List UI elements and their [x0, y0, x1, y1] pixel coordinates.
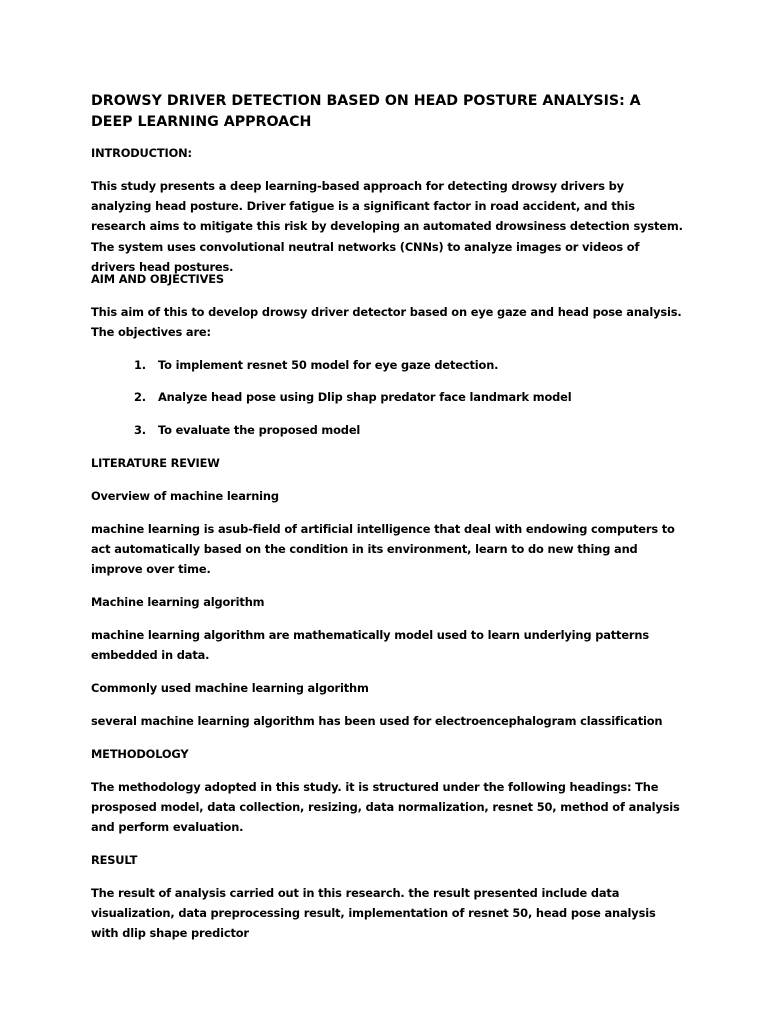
objective-list-item — [134, 420, 674, 440]
introduction-paragraph: This study presents a deep learning-based approach for detecting drowsy drivers by analyzing head posture. Driver fatigue is a significant factor in road accident, and this research aims to mitigate this risk by developing an automated drowsiness detection system. The system uses convolutional neutral networks (CNNs) to analyze images or videos of drivers head postures. — [91, 179, 683, 274]
overview-subheading: Overview of machine learning — [91, 489, 279, 503]
common-algorithm-paragraph: several machine learning algorithm has been used for electroencephalogram classification — [91, 714, 663, 728]
objective-list-item — [134, 355, 674, 375]
objective-text: Analyze head pose using Dlip shap predator face landmark model — [158, 390, 572, 404]
document-title: DROWSY DRIVER DETECTION BASED ON HEAD POSTURE ANALYSIS: A DEEP LEARNING APPROACH — [91, 93, 641, 130]
aim-heading: AIM AND OBJECTIVES — [91, 272, 224, 286]
common-algorithm-subheading: Commonly used machine learning algorithm — [91, 681, 369, 695]
algorithm-subheading: Machine learning algorithm — [91, 595, 265, 609]
result-paragraph: The result of analysis carried out in this research. the result presented include data visualization, data preprocessing result, implementation of resnet 50, head pose analysis with dlip shape predictor — [91, 886, 656, 941]
objective-number: 3. — [134, 423, 146, 437]
methodology-paragraph: The methodology adopted in this study. it is structured under the following headings: The prosposed model, data collection, resizing, data normalization, resnet 50, method of analysis and perform evaluation. — [91, 780, 680, 835]
methodology-heading: METHODOLOGY — [91, 747, 189, 761]
objective-number: 2. — [134, 390, 146, 404]
objective-text: To evaluate the proposed model — [158, 423, 361, 437]
objective-list-item — [134, 387, 674, 407]
algorithm-paragraph: machine learning algorithm are mathematically model used to learn underlying patterns embedded in data. — [91, 628, 649, 663]
literature-heading: LITERATURE REVIEW — [91, 456, 220, 470]
objective-text: To implement resnet 50 model for eye gaze detection. — [158, 358, 499, 372]
objective-number: 1. — [134, 358, 146, 372]
result-heading: RESULT — [91, 853, 138, 867]
introduction-heading: INTRODUCTION: — [91, 146, 192, 160]
overview-paragraph: machine learning is asub-field of artificial intelligence that deal with endowing computers to act automatically based on the condition in its environment, learn to do new thing and improve over time. — [91, 522, 675, 577]
aim-paragraph: This aim of this to develop drowsy driver detector based on eye gaze and head pose analysis. The objectives are: — [91, 305, 682, 340]
